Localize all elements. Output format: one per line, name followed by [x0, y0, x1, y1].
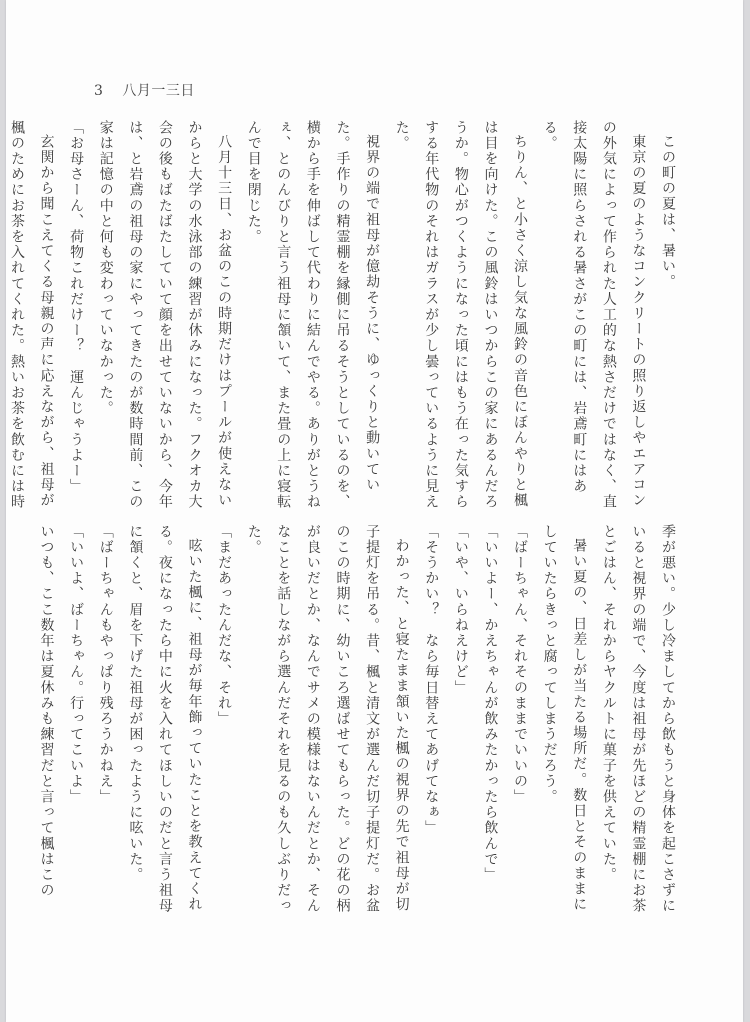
paragraph: 暑い夏の、日差しが当たる場所だ。数日とそのままにしていたらきっと腐ってしまうだろう。: [541, 524, 588, 913]
dialogue-line: 「まだあったんだな、それ」: [216, 524, 233, 727]
page-number: 3: [94, 83, 104, 99]
dialogue-line: 「ばーちゃん、それそのままでいいの」: [512, 524, 529, 805]
dialogue-line: 「お母さーん、荷物これだけー？ 運んじゃうよー」: [68, 120, 85, 495]
dialogue-line: 「そうかい？ なら毎日替えてあげてなぁ」: [423, 524, 440, 836]
paragraph: 東京の夏のようなコンクリートの照り返しやエアコンの外気によって作られた人工的な熱さだけではなく、直接太陽に照らされる暑さがこの町には、岩鳶町にはある。: [541, 120, 647, 510]
paragraph: わかった、と寝たまま頷いた楓の視界の先で祖母が切子提灯を吊る。昔、楓と清文が選んだ切子提灯だ。お盆のこの時期に、幼いころ選ばせてもらった。どの花の柄が良いだとか、なんでサメの模様はないんだとか、そんなことを話しながら選んだそれを見るのも久しぶりだった。: [245, 524, 410, 914]
running-header: [94, 80, 195, 100]
chapter-title: 八月一三日: [122, 83, 195, 99]
paragraph: 視界の端で祖母が億劫そうに、ゆっくりと動いていた。手作りの精霊棚を縁側に吊るそうとしているのを、横から手を伸ばして代わりに結んでやる。ありがとうねぇ、とのんびりと言う祖母に頷いて、また畳の上に寝転んで目を閉じた。: [245, 120, 381, 510]
paragraph: ちりん、と小さく涼し気な風鈴の音色にぼんやりと楓は目を向けた。この風鈴はいつからこの家にあるんだろうか。物心がつくようになった頃にはもう在った気すらする年代物のそれはガラスが少し曇っているように見えた。: [393, 120, 529, 510]
dialogue-line: 「いいよー、かえちゃんが飲みたかったら飲んで」: [482, 524, 499, 883]
dialogue-line: 「ばーちゃんもやっぱり残ろうかねえ」: [97, 524, 114, 805]
paragraph: この町の夏は、暑い。: [660, 134, 676, 290]
paragraph: 玄関から聞こえてくる母親の声に応えながら、祖母が楓のためにお茶を入れてくれた。熱いお茶を飲むには時: [8, 120, 55, 510]
book-page: [6, 0, 743, 1022]
paragraph: いつも、ここ数年は夏休みも練習だと言って楓はこの: [38, 524, 55, 899]
paragraph: 呟いた楓に、祖母が毎年飾っていたことを教えてくれる。夜になったら中に火を入れてほしいのだと言う祖母に頷くと、眉を下げた祖母が困ったように呟いた。: [127, 524, 203, 914]
paragraph-continued: 季が悪い。少し冷ましてから飲もうと身体を起こさずにいると視界の端で、今度は祖母が先ほどの精霊棚にお茶とごはん、それからヤクルトに菓子を供えていた。: [600, 524, 676, 914]
dialogue-line: 「いや、いらねえけど」: [452, 524, 469, 696]
lower-text-block: [38, 524, 682, 919]
dialogue-line: 「いいよ、ばーちゃん。行ってこいよ」: [68, 524, 85, 805]
upper-text-block: [8, 120, 682, 515]
paragraph: 八月十三日、お盆のこの時期だけはプールが使えないからと大学の水泳部の練習が休みになった。フクオカ大会の後もばたばたしていて顔を出せていないから、今年は、と岩鳶の祖母の家にやってきたのが数時間前、この家は記憶の中と何も変わっていなかった。: [97, 120, 233, 510]
